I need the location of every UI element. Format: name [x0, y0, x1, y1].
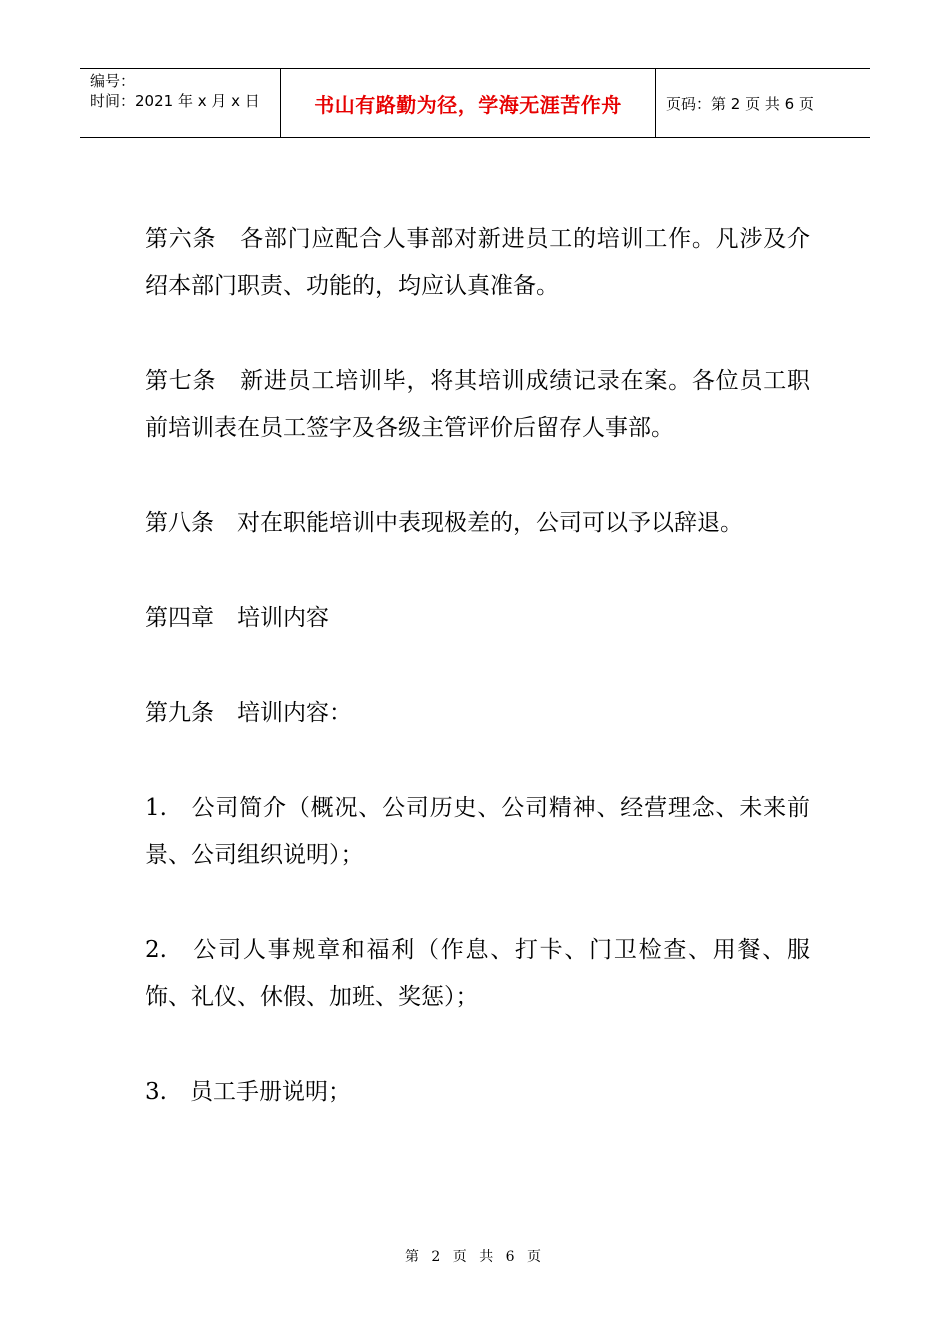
header-meta	[80, 69, 281, 137]
list-item-1: 1. 公司简介（概况、公司历史、公司精神、经营理念、未来前景、公司组织说明）；	[145, 795, 810, 868]
header-page-info: 页码：第 2 页 共 6 页	[666, 94, 814, 113]
serial-number-label: 编号：	[90, 72, 136, 90]
header-motto: 书山有路勤为径，学海无涯苦作舟	[281, 69, 656, 137]
time-label: 时间：2021 年 x 月 x 日	[90, 92, 260, 110]
page-header	[80, 68, 870, 138]
chapter-4-heading: 第四章 培训内容	[145, 605, 329, 631]
page-footer: 第 2 页 共 6 页	[404, 1249, 546, 1265]
list-item-2: 2. 公司人事规章和福利（作息、打卡、门卫检查、用餐、服饰、礼仪、休假、加班、奖惩）；	[145, 937, 810, 1010]
article-6: 第六条 各部门应配合人事部对新进员工的培训工作。凡涉及介绍本部门职责、功能的，均应认真准备。	[145, 226, 810, 299]
article-9: 第九条 培训内容：	[145, 700, 352, 726]
document-body	[145, 216, 810, 1164]
list-item-3: 3. 员工手册说明；	[145, 1079, 351, 1105]
article-7: 第七条 新进员工培训毕，将其培训成绩记录在案。各位员工职前培训表在员工签字及各级主管评价后留存人事部。	[145, 368, 810, 441]
article-8: 第八条 对在职能培训中表现极差的，公司可以予以辞退。	[145, 510, 743, 536]
